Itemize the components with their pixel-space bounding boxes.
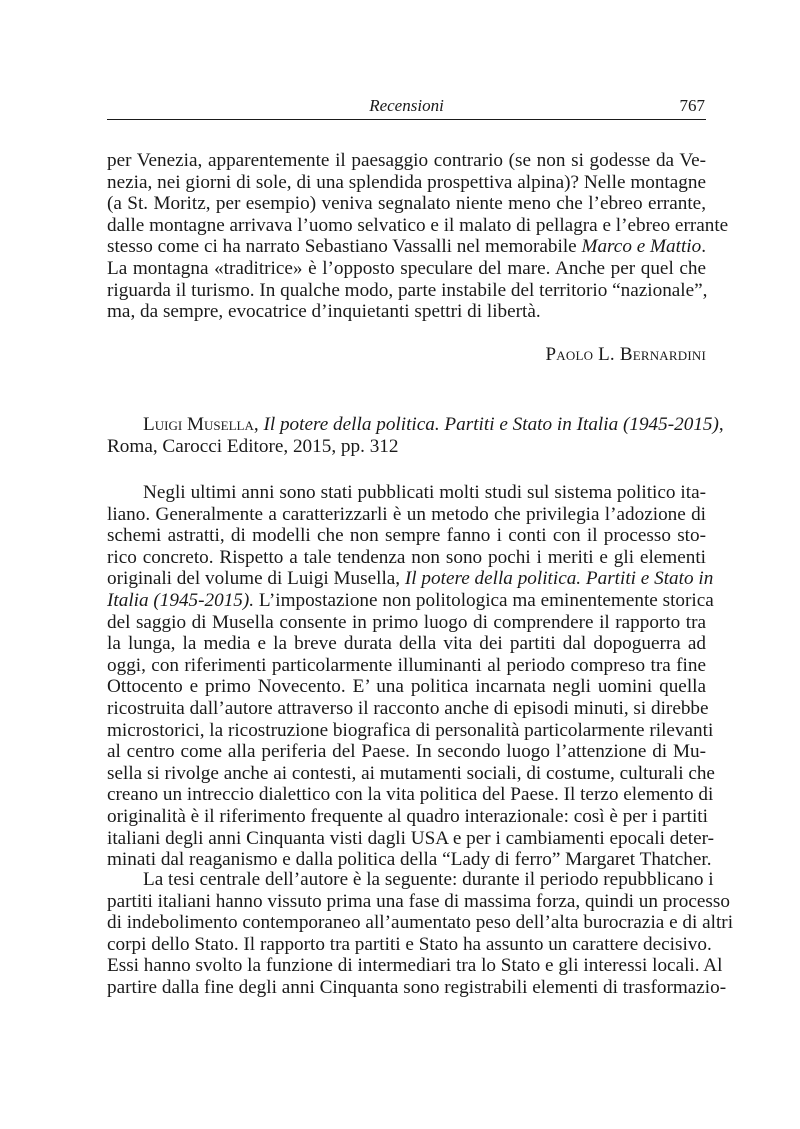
- text-line: riguarda il turismo. In qualche modo, parte instabile del territorio “nazionale”,: [107, 279, 708, 301]
- running-head-title: Recensioni: [369, 96, 444, 115]
- text-line: rico concreto. Rispetto a tale tendenza non sono pochi i meriti e gli elementi: [107, 546, 706, 568]
- text-line: originalità è il riferimento frequente al quadro interazionale: così è per i partiti: [107, 805, 708, 827]
- text-line: La montagna «traditrice» è l’opposto speculare del mare. Anche per quel che: [107, 257, 706, 279]
- text-line: per Venezia, apparentemente il paesaggio contrario (se non si godesse da Ve-: [107, 150, 706, 171]
- citation-line: Luigi Musella, Il potere della politica. Partiti e Stato in Italia (1945-2015),: [143, 414, 724, 435]
- book-citation: [107, 414, 724, 457]
- text-line: partire dalla fine degli anni Cinquanta sono registrabili elementi di trasformazio-: [107, 976, 727, 998]
- text-line: minati dal reaganismo e dalla politica della “Lady di ferro” Margaret Thatcher.: [107, 849, 712, 871]
- text-line: italiani degli anni Cinquanta visti dagli USA e per i cambiamenti epocali deter-: [107, 827, 715, 849]
- text-line: Ottocento e primo Novecento. E’ una politica incarnata negli uomini quella: [107, 676, 706, 698]
- text-line: partiti italiani hanno vissuto prima una fase di massima forza, quindi un processo: [107, 890, 730, 912]
- text-line: la lunga, la media e la breve durata della vita dei partiti dal dopoguerra ad: [107, 633, 706, 655]
- book-title-italic: Italia (1945-2015).: [107, 589, 255, 611]
- text-line: originali del volume di Luigi Musella, Il potere della politica. Partiti e Stato in: [107, 568, 714, 590]
- text-line: Italia (1945-2015). L’impostazione non politologica ma eminentemente storica: [107, 589, 714, 611]
- text-line: ricostruita dall’autore attraverso il racconto anche di episodi minuti, si direbbe: [107, 697, 709, 719]
- reviewer-signature: Paolo L. Bernardini: [545, 344, 706, 365]
- previous-review-ending: [107, 150, 729, 323]
- text-line: al centro come alla periferia del Paese. In secondo luogo l’attenzione di Mu-: [107, 741, 706, 763]
- text-line: (a St. Moritz, per esempio) veniva segnalato niente meno che l’ebreo errante,: [107, 193, 706, 215]
- text-line: ma, da sempre, evocatrice d’inquietanti spettri di libertà.: [107, 301, 541, 323]
- review-paragraph-2: [107, 869, 734, 999]
- text-line: Essi hanno svolto la funzione di intermediari tra lo Stato e gli interessi locali. Al: [107, 955, 723, 977]
- citation-author: Luigi Musella: [143, 414, 254, 435]
- text-line: dalle montagne arrivava l’uomo selvatico e il malato di pellagra e l’ebreo errante: [107, 214, 729, 236]
- citation-publisher: Roma, Carocci Editore, 2015, pp. 312: [107, 435, 399, 457]
- citation-title: Il potere della politica. Partiti e Stato in Italia (1945-2015): [263, 414, 719, 435]
- running-head: [107, 95, 706, 120]
- text-line: sella si rivolge anche ai contesti, ai mutamenti sociali, di costume, culturali che: [107, 762, 715, 784]
- book-title-italic: Il potere della politica. Partiti e Stato in: [404, 568, 714, 590]
- text-line: oggi, con riferimenti particolarmente illuminanti al periodo compreso tra fine: [107, 654, 706, 676]
- review-paragraph-1: [107, 482, 715, 871]
- text-line: corpi dello Stato. Il rapporto tra partiti e Stato ha assunto un carattere decisivo.: [107, 933, 712, 955]
- text-line: La tesi centrale dell’autore è la seguente: durante il periodo repubblicano i: [143, 869, 714, 890]
- text-line: del saggio di Musella consente in primo luogo di comprendere il rapporto tra: [107, 611, 706, 633]
- book-title-italic: Marco e Mattio: [581, 236, 702, 258]
- text-line: nezia, nei giorni di sole, di una splendida prospettiva alpina)? Nelle montagne: [107, 171, 706, 193]
- page-number: 767: [679, 96, 705, 115]
- text-line: microstorici, la ricostruzione biografica di personalità particolarmente rilevanti: [107, 719, 714, 741]
- text-line: liano. Generalmente a caratterizzarli è un metodo che privilegia l’adozione di: [107, 503, 706, 525]
- text-line: schemi astratti, di modelli che non sempre fanno i conti con il processo sto-: [107, 525, 706, 547]
- text-line: stesso come ci ha narrato Sebastiano Vassalli nel memorabile Marco e Mattio.: [107, 236, 706, 258]
- text-line: Negli ultimi anni sono stati pubblicati molti studi sul sistema politico ita-: [143, 482, 706, 503]
- text-line: di indebolimento contemporaneo all’aumentato peso dell’alta burocrazia e di altri: [107, 912, 734, 934]
- text-line: creano un intreccio dialettico con la vita politica del Paese. Il terzo elemento di: [107, 784, 714, 806]
